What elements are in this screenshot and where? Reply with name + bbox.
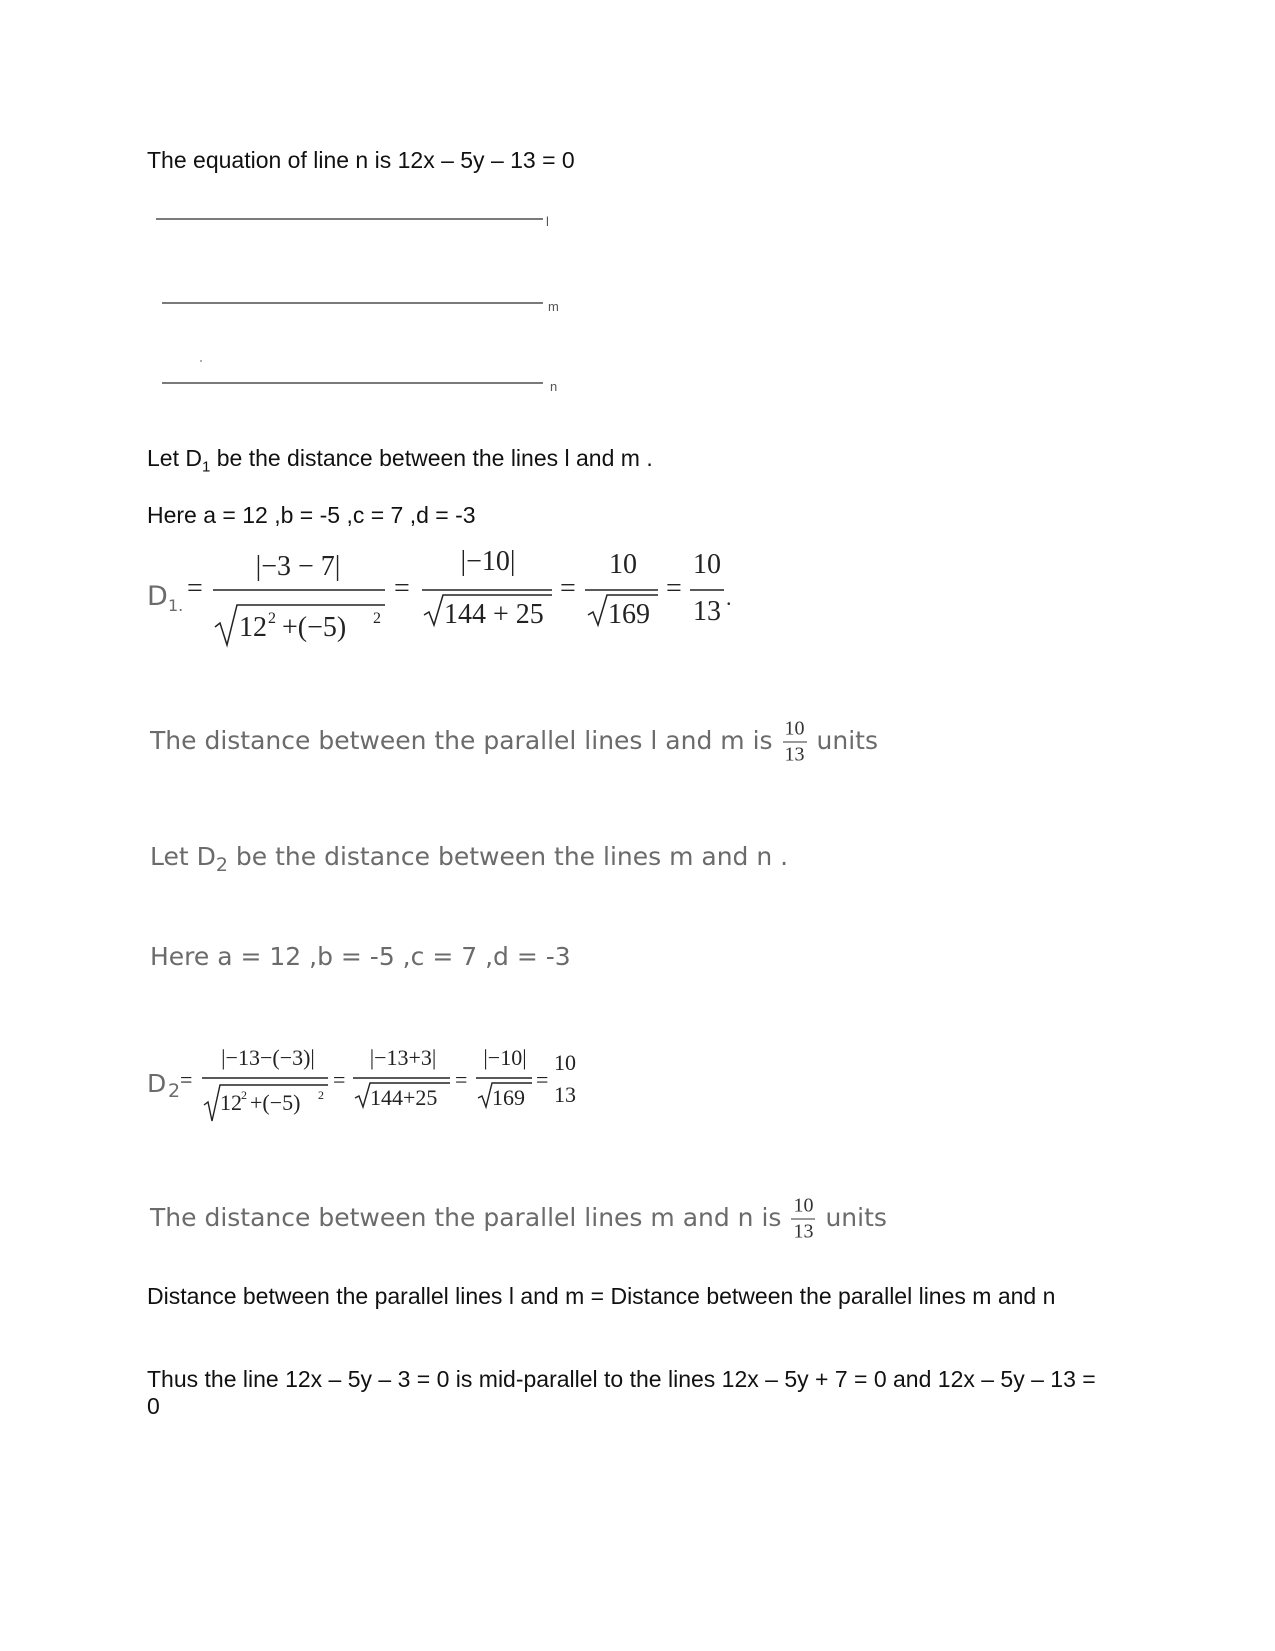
line-m-label: m bbox=[548, 299, 559, 314]
conclusion: Thus the line 12x – 5y – 3 = 0 is mid-parallel to the lines 12x – 5y + 7 = 0 and 12x – 5y – 13 = 0 bbox=[147, 1366, 1096, 1419]
d2-numerator-4: 10 bbox=[554, 1050, 576, 1075]
d1-denominator-a: 12 bbox=[239, 612, 267, 643]
svg-text:2: 2 bbox=[373, 610, 381, 627]
line-n-label: n bbox=[550, 379, 558, 394]
d2-intro: Let $D_2$ be the distance between the lines m and n . bbox=[150, 842, 789, 876]
d1-result: The distance between the parallel lines l and m is $\frac{10}{13}$ units bbox=[150, 717, 879, 766]
svg-text:=: = bbox=[666, 573, 682, 604]
svg-text:2: 2 bbox=[318, 1088, 324, 1102]
d1-parameters: Here a = 12 ,b = -5 ,c = 7 ,d = -3 bbox=[147, 502, 476, 528]
d1-denominator-b: +(−5) bbox=[282, 612, 347, 643]
d1-formula bbox=[140, 535, 760, 665]
d1-denominator-3: 169 bbox=[608, 599, 650, 630]
d1-numerator-2: |−10| bbox=[460, 546, 516, 577]
d2-denominator-3: 169 bbox=[492, 1085, 525, 1110]
svg-text:=: = bbox=[187, 573, 203, 604]
svg-text:2: 2 bbox=[268, 610, 276, 627]
d2-lhs-sub: 2 bbox=[168, 1080, 181, 1102]
line-l-label: l bbox=[546, 214, 549, 229]
stray-dot bbox=[200, 360, 202, 362]
d1-denominator-4: 13 bbox=[693, 596, 721, 627]
d2-result: The distance between the parallel lines m and n is $\frac{10}{13}$ units bbox=[150, 1194, 887, 1243]
svg-text:=: = bbox=[394, 573, 410, 604]
d2-parameters: Here a = 12 ,b = -5 ,c = 7 ,d = -3 bbox=[150, 942, 571, 971]
d2-result-fraction: $\frac{10}{13}$ bbox=[793, 1194, 814, 1243]
svg-text:=: = bbox=[560, 573, 576, 604]
d1-result-fraction: $\frac{10}{13}$ bbox=[784, 717, 805, 766]
svg-text:2: 2 bbox=[241, 1088, 247, 1102]
d2-denominator-a: 12 bbox=[220, 1090, 242, 1115]
d2-numerator-1: |−13−(−3)| bbox=[221, 1045, 315, 1070]
d2-numerator-3: |−10| bbox=[483, 1045, 527, 1070]
d2-denominator-4: 13 bbox=[554, 1082, 576, 1107]
d1-lhs-sub: 1. bbox=[168, 596, 184, 615]
svg-text:.: . bbox=[726, 585, 732, 610]
d2-numerator-2: |−13+3| bbox=[369, 1045, 437, 1070]
d1-denominator-2: 144 + 25 bbox=[444, 599, 544, 630]
d2-denominator-b: +(−5) bbox=[250, 1090, 301, 1115]
equality-statement: Distance between the parallel lines l and m = Distance between the parallel lines m and n bbox=[147, 1283, 1056, 1309]
d1-intro: Let $D_1$ be the distance between the lines l and m . bbox=[147, 445, 653, 476]
d2-formula bbox=[140, 1035, 610, 1135]
d2-denominator-2: 144+25 bbox=[370, 1085, 438, 1110]
d2-lhs: D bbox=[147, 1069, 167, 1098]
svg-text:=: = bbox=[180, 1067, 193, 1092]
svg-text:=: = bbox=[455, 1067, 468, 1092]
d1-lhs: D bbox=[147, 581, 168, 612]
svg-text:=: = bbox=[536, 1067, 549, 1092]
parallel-lines-figure bbox=[150, 200, 570, 400]
d1-numerator-4: 10 bbox=[693, 549, 721, 580]
d1-numerator-3: 10 bbox=[609, 549, 637, 580]
svg-text:=: = bbox=[333, 1067, 346, 1092]
d1-numerator-1: |−3 − 7| bbox=[255, 551, 341, 582]
line-n-equation: The equation of line n is 12x – 5y – 13 = 0 bbox=[147, 147, 575, 173]
